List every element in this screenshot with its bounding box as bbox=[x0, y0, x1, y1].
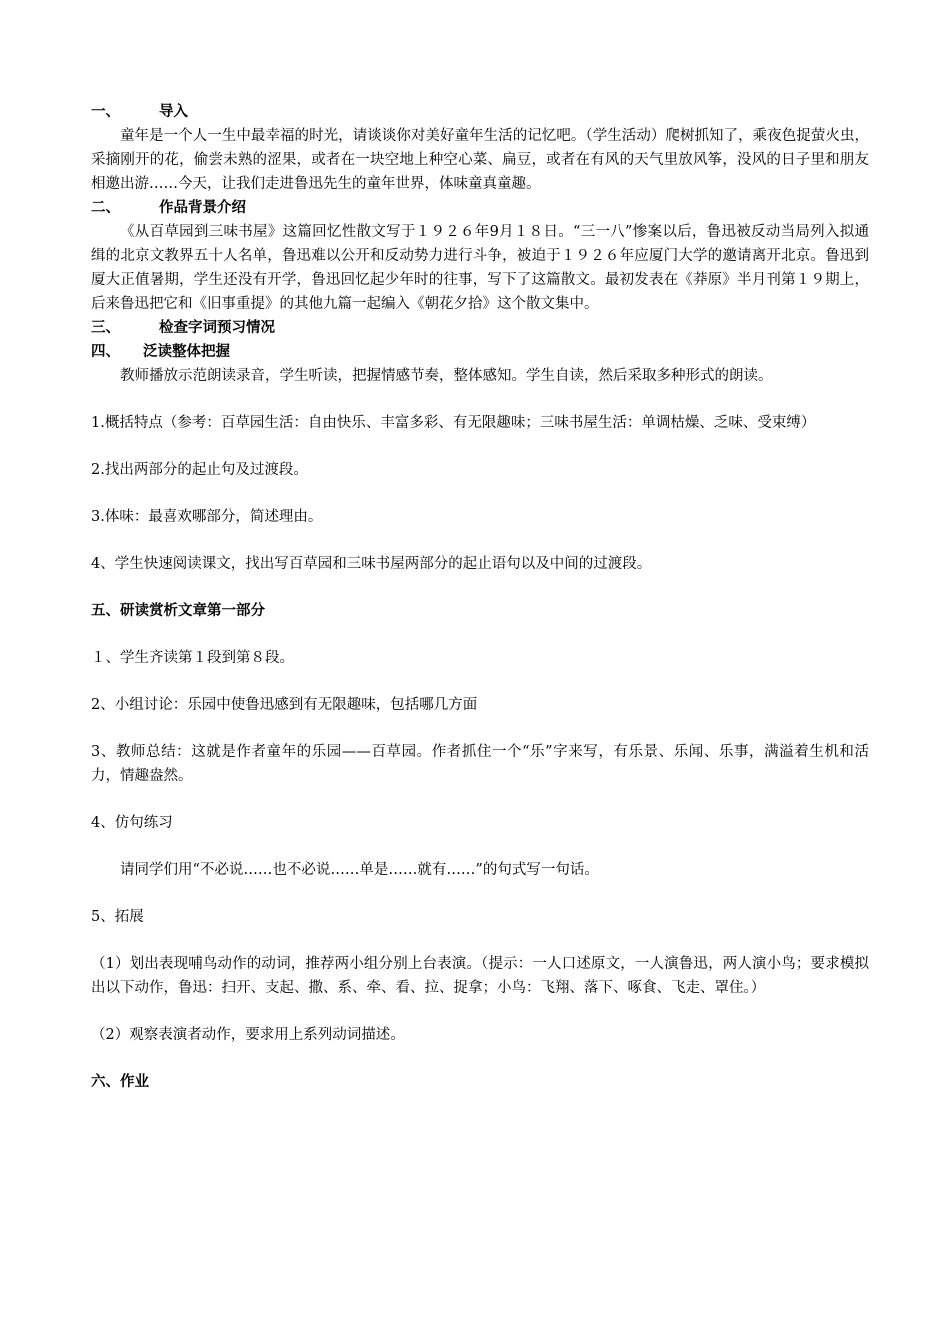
list-item: 3、教师总结：这就是作者童年的乐园——百草园。作者抓住一个“乐”字来写，有乐景、乐闻、乐事，满溢着生机和活力，情趣盎然。 bbox=[91, 744, 869, 784]
section-title: 导入 bbox=[159, 104, 188, 120]
document-page bbox=[91, 100, 869, 1094]
section-title: 泛读整体把握 bbox=[143, 344, 230, 360]
section-number: 二、 bbox=[91, 200, 120, 216]
section-heading-background bbox=[91, 196, 869, 220]
section-heading-intro bbox=[91, 100, 869, 124]
section-heading-vocabulary bbox=[91, 316, 869, 340]
section-title: 检查字词预习情况 bbox=[159, 320, 275, 336]
section-heading-analysis bbox=[91, 599, 869, 623]
section-title: 五、研读赏析文章第一部分 bbox=[91, 603, 265, 619]
section-number: 四、 bbox=[91, 344, 120, 360]
section-heading-overview bbox=[91, 340, 869, 364]
list-item: 2.找出两部分的起止句及过渡段。 bbox=[91, 462, 308, 478]
list-item: 2、小组讨论：乐园中使鲁迅感到有无限趣味，包括哪几方面 bbox=[91, 697, 478, 713]
list-item: 3.体味：最喜欢哪部分，简述理由。 bbox=[91, 509, 323, 525]
background-paragraph: 《从百草园到三味书屋》这篇回忆性散文写于１９２６年9月１８日。“三一八”惨案以后，鲁迅被反动当局列入拟通缉的北京文教界五十人名单，鲁迅难以公开和反动势力进行斗争，被迫于１９２６年应厦门大学的邀请离开北京。鲁迅到厦大正值暑期，学生还没有开学，鲁迅回忆起少年时的往事，写下了这篇散文。最初发表在《莽原》半月刊第１９期上，后来鲁迅把它和《旧事重提》的其他九篇一起编入《朝花夕拾》这个散文集中。 bbox=[91, 224, 869, 312]
section-title: 六、作业 bbox=[91, 1074, 149, 1090]
intro-paragraph: 童年是一个人一生中最幸福的时光，请谈谈你对美好童年生活的记忆吧。（学生活动）爬树抓知了，乘夜色捉萤火虫，采摘刚开的花，偷尝未熟的涩果，或者在一块空地上种空心菜、扁豆，或者在有风的天气里放风筝，没风的日子里和朋友相邀出游……今天，让我们走进鲁迅先生的童年世界，体味童真童趣。 bbox=[91, 128, 869, 192]
list-item: １、学生齐读第１段到第８段。 bbox=[91, 650, 294, 666]
list-item: 4、仿句练习 bbox=[91, 815, 173, 831]
section-heading-homework bbox=[91, 1070, 869, 1094]
overview-paragraph: 教师播放示范朗读录音，学生听读，把握情感节奏，整体感知。学生自读，然后采取多种形式的朗读。 bbox=[120, 368, 773, 384]
list-item: 4、学生快速阅读课文，找出写百草园和三味书屋两部分的起止语句以及中间的过渡段。 bbox=[91, 556, 652, 572]
section-number: 一、 bbox=[91, 104, 120, 120]
section-title: 作品背景介绍 bbox=[159, 200, 246, 216]
list-item: 1.概括特点（参考：百草园生活：自由快乐、丰富多彩、有无限趣味；三味书屋生活：单调枯燥、乏味、受束缚） bbox=[91, 415, 816, 431]
list-item: （2）观察表演者动作，要求用上系列动词描述。 bbox=[91, 1027, 405, 1043]
section-number: 三、 bbox=[91, 320, 120, 336]
list-item: （1）划出表现哺鸟动作的动词，推荐两小组分别上台表演。（提示：一人口述原文，一人演鲁迅，两人演小鸟；要求模拟出以下动作，鲁迅：扫开、支起、撒、系、牵、看、拉、捉拿；小鸟：飞翔、落下、啄食、飞走、罩住。） bbox=[91, 956, 869, 996]
list-item: 请同学们用“不必说……也不必说……单是……就有……”的句式写一句话。 bbox=[120, 862, 599, 878]
list-item: 5、拓展 bbox=[91, 909, 144, 925]
